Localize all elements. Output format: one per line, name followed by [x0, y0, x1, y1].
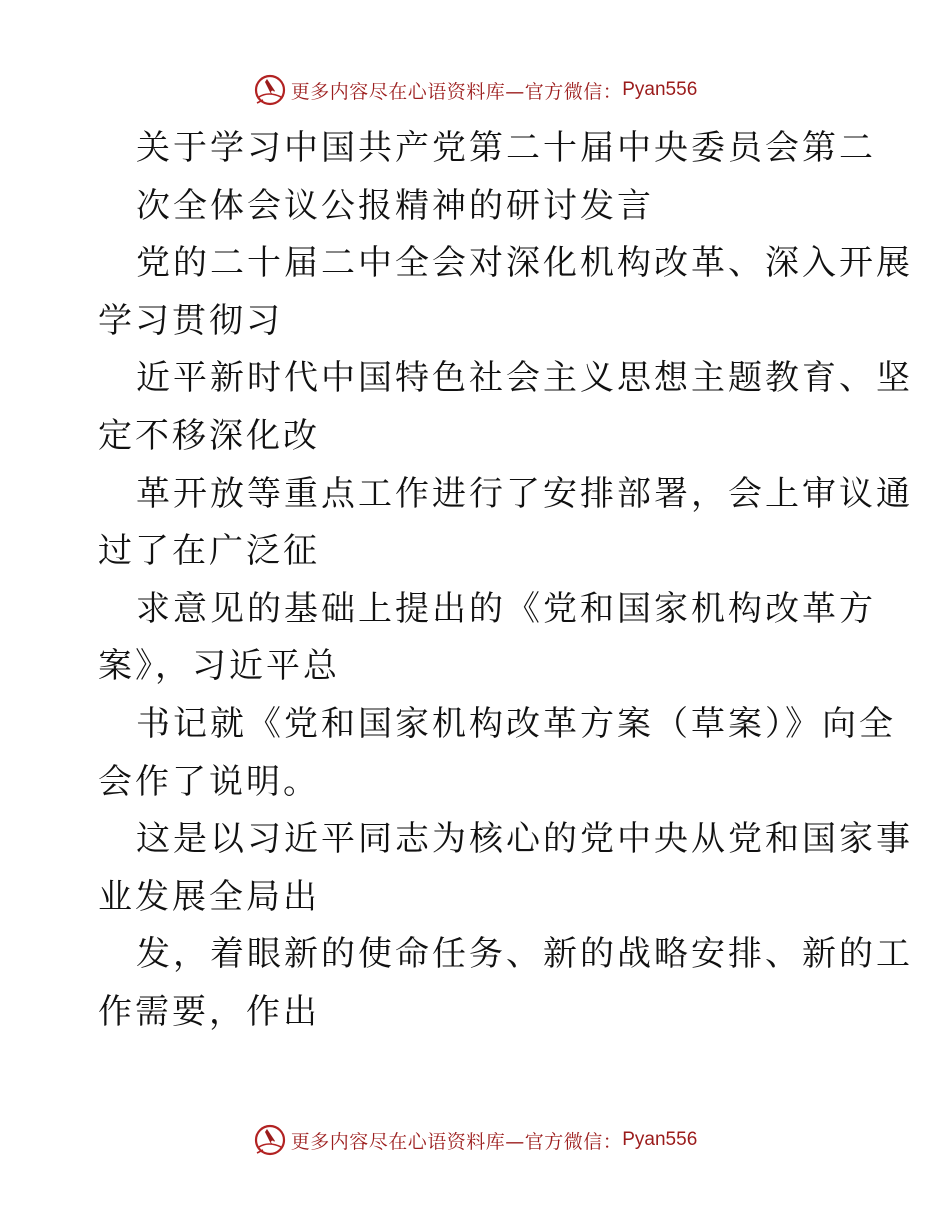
banner-account: Pyan556 — [622, 79, 698, 100]
paragraph-line: 近平新时代中国特色社会主义思想主题教育、坚 — [136, 358, 913, 399]
paragraph-line: 案》，习近平总 — [98, 646, 340, 687]
title-line-2: 次全体会议公报精神的研讨发言 — [136, 185, 654, 226]
paragraph-line: 学习贯彻习 — [98, 300, 283, 341]
paragraph-line: 会作了说明。 — [98, 761, 320, 802]
paragraph-line: 定不移深化改 — [98, 415, 320, 456]
paragraph-line: 革开放等重点工作进行了安排部署，会上审议通 — [136, 473, 913, 514]
footer-banner — [0, 1120, 950, 1160]
paragraph-line: 过了在广泛征 — [98, 531, 320, 572]
pen-logo-icon — [253, 73, 287, 107]
header-banner — [0, 70, 950, 110]
title-line-1: 关于学习中国共产党第二十届中央委员会第二 — [136, 128, 876, 168]
paragraph-line: 书记就《党和国家机构改革方案（草案）》向全 — [136, 703, 896, 744]
banner-text: 更多内容尽在心语资料库—官方微信： — [290, 80, 623, 103]
paragraph-line: 求意见的基础上提出的《党和国家机构改革方 — [136, 588, 876, 629]
document-body — [98, 120, 913, 1042]
banner-account: Pyan556 — [622, 1129, 698, 1150]
paragraph-line: 这是以习近平同志为核心的党中央从党和国家事 — [136, 819, 913, 860]
paragraph-line: 党的二十届二中全会对深化机构改革、深入开展 — [136, 243, 913, 284]
pen-logo-icon — [253, 1123, 287, 1157]
banner-text: 更多内容尽在心语资料库—官方微信： — [290, 1130, 623, 1153]
paragraph-line: 业发展全局出 — [98, 876, 320, 917]
paragraph-line: 发，着眼新的使命任务、新的战略安排、新的工 — [136, 934, 913, 975]
paragraph-line: 作需要，作出 — [98, 991, 320, 1032]
